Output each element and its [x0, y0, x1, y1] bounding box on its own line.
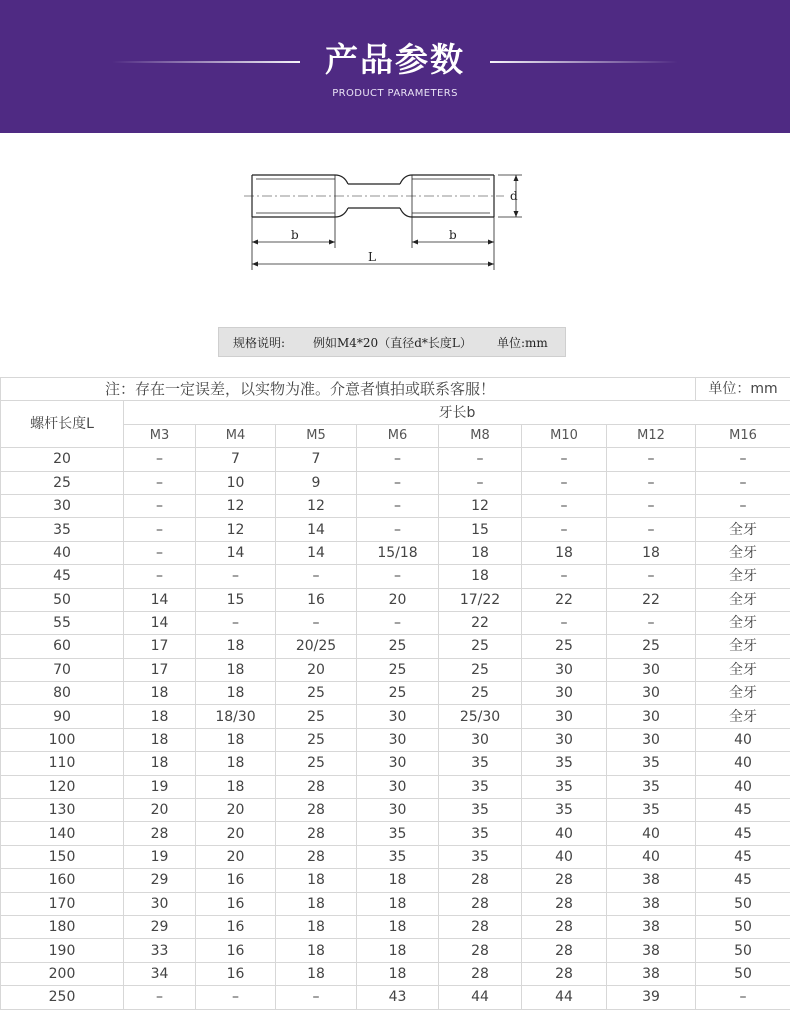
thread-length-cell: 18 [607, 541, 696, 564]
thread-length-cell: 25 [439, 658, 522, 681]
thread-length-cell: 35 [357, 822, 439, 845]
thread-length-cell: 15 [439, 518, 522, 541]
length-cell: 150 [1, 845, 124, 868]
thread-length-cell: 22 [607, 588, 696, 611]
table-row [1, 775, 790, 798]
thread-length-cell: 28 [439, 962, 522, 985]
thread-length-cell: 28 [522, 915, 607, 938]
thread-length-cell: 35 [607, 775, 696, 798]
thread-length-cell: 25 [439, 635, 522, 658]
size-header-m8: M8 [439, 424, 522, 447]
header-banner [0, 0, 790, 133]
thread-length-cell: 14 [276, 518, 357, 541]
length-cell: 100 [1, 728, 124, 751]
thread-length-cell: 12 [439, 494, 522, 517]
thread-length-cell: 22 [522, 588, 607, 611]
length-cell: 250 [1, 986, 124, 1009]
thread-length-cell: 20 [124, 799, 196, 822]
thread-length-cell: 28 [522, 939, 607, 962]
thread-length-cell: 38 [607, 892, 696, 915]
thread-length-cell: 全牙 [696, 588, 790, 611]
parameter-table [0, 377, 790, 1010]
thread-length-cell: 18 [439, 541, 522, 564]
thread-length-cell: 28 [276, 822, 357, 845]
table-row [1, 588, 790, 611]
thread-length-cell: 15 [196, 588, 276, 611]
thread-length-cell: 35 [439, 775, 522, 798]
thread-length-cell: 35 [357, 845, 439, 868]
thread-length-cell: 18 [276, 869, 357, 892]
thread-length-cell: – [522, 494, 607, 517]
length-cell: 130 [1, 799, 124, 822]
thread-length-cell: 18 [196, 728, 276, 751]
thread-length-cell: 28 [276, 775, 357, 798]
thread-length-cell: 18 [357, 939, 439, 962]
length-cell: 200 [1, 962, 124, 985]
length-cell: 180 [1, 915, 124, 938]
thread-length-cell: – [607, 611, 696, 634]
thread-length-cell: 25 [276, 705, 357, 728]
length-header: 螺杆长度L [1, 401, 124, 448]
thread-length-cell: – [124, 448, 196, 471]
thread-length-cell: – [696, 494, 790, 517]
thread-length-cell: 全牙 [696, 705, 790, 728]
thread-length-cell: 全牙 [696, 635, 790, 658]
table-note: 注：存在一定误差，以实物为准。介意者慎拍或联系客服！ [1, 378, 696, 401]
table-row [1, 635, 790, 658]
thread-length-cell: – [357, 448, 439, 471]
thread-length-cell: 30 [357, 705, 439, 728]
size-header-m16: M16 [696, 424, 790, 447]
thread-length-cell: 34 [124, 962, 196, 985]
thread-length-cell: – [522, 448, 607, 471]
thread-length-cell: – [522, 518, 607, 541]
thread-length-cell: 18 [276, 962, 357, 985]
thread-length-cell: 20 [196, 822, 276, 845]
thread-length-cell: – [607, 518, 696, 541]
thread-length-cell: 35 [522, 799, 607, 822]
thread-length-cell: 全牙 [696, 611, 790, 634]
thread-length-cell: 30 [607, 728, 696, 751]
spec-note [218, 327, 566, 357]
thread-length-cell: 38 [607, 869, 696, 892]
thread-length-cell: 7 [196, 448, 276, 471]
thread-length-cell: 18 [124, 705, 196, 728]
thread-length-cell: – [696, 471, 790, 494]
thread-length-cell: 25 [607, 635, 696, 658]
table-row [1, 682, 790, 705]
thread-length-cell: 30 [357, 775, 439, 798]
thread-length-cell: – [357, 471, 439, 494]
size-header-m6: M6 [357, 424, 439, 447]
thread-length-cell: – [124, 541, 196, 564]
thread-length-cell: – [439, 448, 522, 471]
length-cell: 55 [1, 611, 124, 634]
spec-unit: 单位:mm [497, 336, 548, 350]
thread-length-cell: 28 [439, 869, 522, 892]
thread-length-cell: 30 [522, 658, 607, 681]
size-header-m10: M10 [522, 424, 607, 447]
thread-length-cell: 40 [607, 845, 696, 868]
thread-length-cell: 18 [124, 728, 196, 751]
length-cell: 190 [1, 939, 124, 962]
thread-length-cell: 35 [439, 752, 522, 775]
table-row [1, 728, 790, 751]
thread-length-cell: – [124, 471, 196, 494]
thread-length-cell: 35 [607, 752, 696, 775]
thread-length-cell: 18 [196, 775, 276, 798]
thread-length-cell: 28 [276, 845, 357, 868]
table-row [1, 986, 790, 1009]
thread-length-cell: 35 [439, 822, 522, 845]
thread-length-cell: 25/30 [439, 705, 522, 728]
page-title: 产品参数 [325, 40, 465, 79]
thread-length-cell: – [357, 565, 439, 588]
thread-length-cell: 12 [276, 494, 357, 517]
thread-length-cell: 18 [124, 682, 196, 705]
thread-length-cell: – [607, 471, 696, 494]
thread-length-cell: 20/25 [276, 635, 357, 658]
thread-length-cell: – [124, 565, 196, 588]
thread-length-cell: 17 [124, 658, 196, 681]
thread-length-cell: 9 [276, 471, 357, 494]
thread-length-cell: 18 [196, 658, 276, 681]
thread-length-cell: 10 [196, 471, 276, 494]
size-header-m4: M4 [196, 424, 276, 447]
table-row [1, 518, 790, 541]
length-cell: 160 [1, 869, 124, 892]
thread-length-cell: 45 [696, 799, 790, 822]
note-row [1, 378, 790, 401]
thread-length-cell: 16 [196, 915, 276, 938]
size-header-m5: M5 [276, 424, 357, 447]
thread-length-cell: 30 [124, 892, 196, 915]
thread-length-cell: 20 [276, 658, 357, 681]
thread-length-cell: 18/30 [196, 705, 276, 728]
thread-length-cell: 35 [439, 845, 522, 868]
thread-length-cell: 38 [607, 939, 696, 962]
length-cell: 45 [1, 565, 124, 588]
thread-length-cell: 28 [522, 869, 607, 892]
length-cell: 70 [1, 658, 124, 681]
thread-length-cell: 28 [522, 892, 607, 915]
thread-length-cell: 35 [439, 799, 522, 822]
header-right-rule [490, 61, 678, 63]
table-row [1, 822, 790, 845]
thread-length-cell: 25 [276, 752, 357, 775]
table-row [1, 705, 790, 728]
length-cell: 30 [1, 494, 124, 517]
thread-length-cell: 19 [124, 775, 196, 798]
thread-length-cell: – [276, 611, 357, 634]
thread-length-cell: 14 [196, 541, 276, 564]
table-row [1, 869, 790, 892]
table-row [1, 892, 790, 915]
length-cell: 35 [1, 518, 124, 541]
thread-length-cell: 45 [696, 822, 790, 845]
table-row [1, 845, 790, 868]
thread-length-cell: 28 [124, 822, 196, 845]
length-cell: 50 [1, 588, 124, 611]
table-row [1, 939, 790, 962]
thread-length-cell: 14 [124, 611, 196, 634]
header-row [1, 401, 790, 424]
thread-length-cell: – [607, 565, 696, 588]
thread-length-cell: 40 [607, 822, 696, 845]
thread-length-cell: 12 [196, 518, 276, 541]
thread-length-cell: 25 [439, 682, 522, 705]
thread-length-left-label: b [291, 228, 299, 242]
thread-length-cell: 50 [696, 915, 790, 938]
parameter-table-wrap [0, 377, 790, 1010]
thread-length-cell: – [696, 448, 790, 471]
thread-length-cell: 25 [276, 728, 357, 751]
thread-length-cell: 30 [439, 728, 522, 751]
thread-length-cell: 全牙 [696, 682, 790, 705]
table-row [1, 752, 790, 775]
length-cell: 60 [1, 635, 124, 658]
thread-length-cell: 30 [357, 752, 439, 775]
size-header-m3: M3 [124, 424, 196, 447]
thread-length-cell: 39 [607, 986, 696, 1009]
thread-length-cell: 25 [522, 635, 607, 658]
thread-length-cell: 18 [276, 939, 357, 962]
length-cell: 170 [1, 892, 124, 915]
thread-length-cell: 18 [357, 962, 439, 985]
thread-length-cell: 38 [607, 962, 696, 985]
thread-length-cell: 25 [357, 682, 439, 705]
thread-length-cell: 16 [196, 962, 276, 985]
thread-length-cell: 43 [357, 986, 439, 1009]
thread-length-cell: 全牙 [696, 518, 790, 541]
thread-length-cell: – [439, 471, 522, 494]
thread-length-cell: 30 [522, 705, 607, 728]
table-row [1, 471, 790, 494]
thread-length-cell: 18 [196, 682, 276, 705]
thread-length-cell: 29 [124, 915, 196, 938]
thread-length-cell: 30 [522, 682, 607, 705]
table-row [1, 448, 790, 471]
diameter-label: d [510, 189, 518, 203]
thread-length-cell: – [196, 565, 276, 588]
table-row [1, 799, 790, 822]
spec-example: 例如M4*20（直径d*长度L） [313, 336, 472, 350]
length-cell: 110 [1, 752, 124, 775]
thread-length-cell: 17/22 [439, 588, 522, 611]
thread-length-cell: 30 [357, 799, 439, 822]
thread-length-cell: 16 [196, 892, 276, 915]
thread-length-cell: 35 [522, 752, 607, 775]
thread-length-cell: 18 [357, 892, 439, 915]
length-cell: 40 [1, 541, 124, 564]
thread-length-cell: 30 [607, 682, 696, 705]
table-row [1, 658, 790, 681]
thread-length-cell: 18 [439, 565, 522, 588]
thread-length-cell: 50 [696, 892, 790, 915]
thread-length-cell: – [522, 611, 607, 634]
thread-length-cell: – [276, 565, 357, 588]
thread-length-cell: – [196, 611, 276, 634]
page-subtitle: PRODUCT PARAMETERS [332, 88, 458, 99]
thread-length-cell: 28 [522, 962, 607, 985]
thread-length-cell: 50 [696, 962, 790, 985]
thread-length-header: 牙长b [124, 401, 790, 424]
thread-length-cell: – [696, 986, 790, 1009]
thread-length-cell: 18 [522, 541, 607, 564]
thread-length-cell: 15/18 [357, 541, 439, 564]
thread-length-cell: – [607, 494, 696, 517]
thread-length-cell: 全牙 [696, 541, 790, 564]
table-row [1, 494, 790, 517]
table-row [1, 611, 790, 634]
thread-length-cell: 40 [522, 822, 607, 845]
thread-length-cell: 18 [276, 892, 357, 915]
thread-length-cell: 40 [522, 845, 607, 868]
thread-length-cell: 18 [276, 915, 357, 938]
thread-length-cell: 全牙 [696, 658, 790, 681]
spec-label: 规格说明: [233, 336, 286, 350]
length-cell: 25 [1, 471, 124, 494]
size-header-m12: M12 [607, 424, 696, 447]
thread-length-cell: 50 [696, 939, 790, 962]
thread-length-cell: 14 [124, 588, 196, 611]
thread-length-cell: – [276, 986, 357, 1009]
table-row [1, 565, 790, 588]
total-length-label: L [368, 250, 376, 264]
length-cell: 120 [1, 775, 124, 798]
thread-length-cell: 18 [196, 635, 276, 658]
thread-length-cell: 44 [522, 986, 607, 1009]
thread-length-cell: 40 [696, 752, 790, 775]
thread-length-cell: 16 [196, 939, 276, 962]
thread-length-cell: 20 [196, 845, 276, 868]
thread-length-cell: – [522, 471, 607, 494]
thread-length-cell: 28 [439, 939, 522, 962]
thread-length-cell: 30 [607, 658, 696, 681]
thread-length-cell: – [357, 518, 439, 541]
thread-length-cell: 20 [196, 799, 276, 822]
table-row [1, 962, 790, 985]
thread-length-cell: 35 [522, 775, 607, 798]
thread-length-cell: 44 [439, 986, 522, 1009]
thread-length-cell: 17 [124, 635, 196, 658]
thread-length-cell: 18 [124, 752, 196, 775]
length-cell: 140 [1, 822, 124, 845]
length-cell: 80 [1, 682, 124, 705]
thread-length-cell: 12 [196, 494, 276, 517]
thread-length-cell: 35 [607, 799, 696, 822]
thread-length-cell: 28 [439, 892, 522, 915]
thread-length-cell: 22 [439, 611, 522, 634]
thread-length-right-label: b [449, 228, 457, 242]
table-row [1, 915, 790, 938]
length-cell: 90 [1, 705, 124, 728]
length-cell: 20 [1, 448, 124, 471]
thread-length-cell: 20 [357, 588, 439, 611]
thread-length-cell: 25 [357, 635, 439, 658]
thread-length-cell: 16 [276, 588, 357, 611]
thread-length-cell: 29 [124, 869, 196, 892]
thread-length-cell: 30 [607, 705, 696, 728]
thread-length-cell: 28 [439, 915, 522, 938]
stud-bolt-diagram [240, 160, 530, 275]
thread-length-cell: 7 [276, 448, 357, 471]
thread-length-cell: 45 [696, 869, 790, 892]
thread-length-cell: 45 [696, 845, 790, 868]
thread-length-cell: 16 [196, 869, 276, 892]
thread-length-cell: – [357, 494, 439, 517]
thread-length-cell: – [607, 448, 696, 471]
thread-length-cell: 18 [196, 752, 276, 775]
thread-length-cell: – [522, 565, 607, 588]
thread-length-cell: – [196, 986, 276, 1009]
thread-length-cell: – [124, 986, 196, 1009]
thread-length-cell: 30 [522, 728, 607, 751]
table-unit: 单位：mm [696, 378, 790, 401]
thread-length-cell: 40 [696, 728, 790, 751]
thread-length-cell: 30 [357, 728, 439, 751]
thread-length-cell: 28 [276, 799, 357, 822]
thread-length-cell: 19 [124, 845, 196, 868]
table-row [1, 541, 790, 564]
thread-length-cell: 25 [276, 682, 357, 705]
thread-length-cell: 25 [357, 658, 439, 681]
thread-length-cell: – [124, 518, 196, 541]
thread-length-cell: 全牙 [696, 565, 790, 588]
thread-length-cell: 40 [696, 775, 790, 798]
thread-length-cell: – [357, 611, 439, 634]
thread-length-cell: 14 [276, 541, 357, 564]
thread-length-cell: 38 [607, 915, 696, 938]
thread-length-cell: – [124, 494, 196, 517]
thread-length-cell: 18 [357, 869, 439, 892]
thread-length-cell: 33 [124, 939, 196, 962]
thread-length-cell: 18 [357, 915, 439, 938]
